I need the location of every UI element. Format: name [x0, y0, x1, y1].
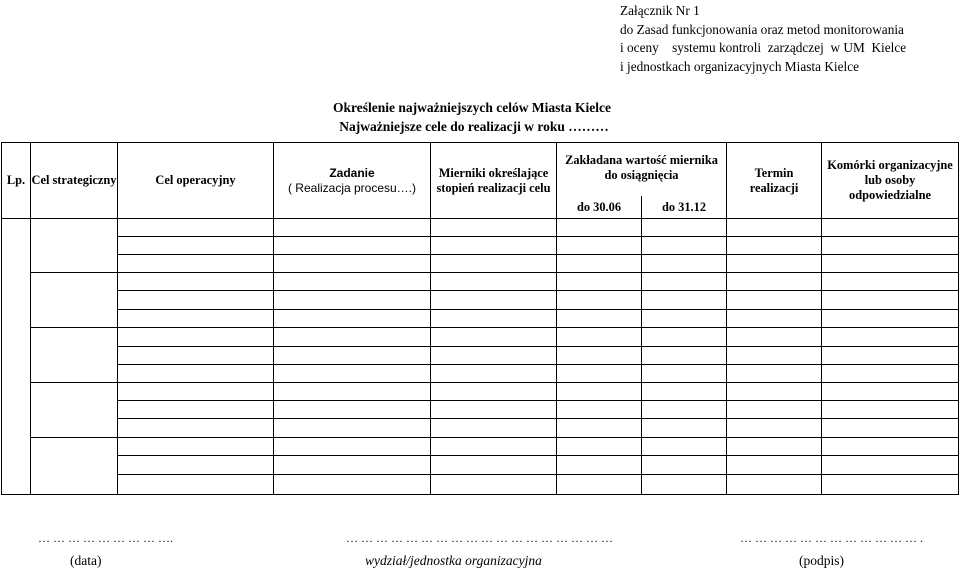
header-zadanie	[274, 143, 430, 218]
annex-reference-line: i oceny systemu kontroli zarządczej w UM Kielce	[620, 40, 907, 56]
annex-reference-line: do Zasad funkcjonowania oraz metod monitorowania	[620, 21, 904, 37]
unit-label: wydział/jednostka organizacyjna	[365, 553, 542, 568]
header-cel-strategiczny: Cel strategiczny	[31, 173, 117, 187]
date-label: (data)	[70, 553, 102, 568]
header-do-3006: do 30.06	[576, 199, 622, 214]
header-do-3112: do 31.12	[661, 199, 707, 214]
header-mierniki: Mierniki określające stopień realizacji celu	[436, 165, 551, 195]
header-cel-operacyjny: Cel operacyjny	[155, 173, 236, 187]
unit-dotted-line: … … … … … … … … … … … … … … … … … …	[346, 531, 613, 545]
header-zakladana-wartosc: Zakładana wartość miernika do osiągnięcia	[565, 153, 718, 182]
date-dotted-line: … … … … … … … … ….	[38, 531, 173, 545]
signature-dotted-line: … … … … … … … … … … … … .	[740, 531, 923, 545]
page-title: Określenie najważniejszych celów Miasta Kielce	[333, 100, 611, 115]
annex-number: Załącznik Nr 1	[620, 3, 700, 18]
header-termin: Termin realizacji	[749, 165, 799, 195]
header-lp: Lp.	[6, 173, 26, 187]
signature-label: (podpis)	[799, 553, 844, 568]
page-subtitle: Najważniejsze cele do realizacji w roku ………	[339, 119, 609, 134]
annex-reference-line: i jednostkach organizacyjnych Miasta Kielce	[620, 59, 860, 75]
header-zadanie-subtitle: ( Realizacja procesu….)	[287, 180, 417, 195]
header-zadanie-title: Zadanie	[329, 166, 375, 180]
header-komorki: Komórki organizacyjne lub osoby odpowiedzialne	[827, 158, 953, 202]
